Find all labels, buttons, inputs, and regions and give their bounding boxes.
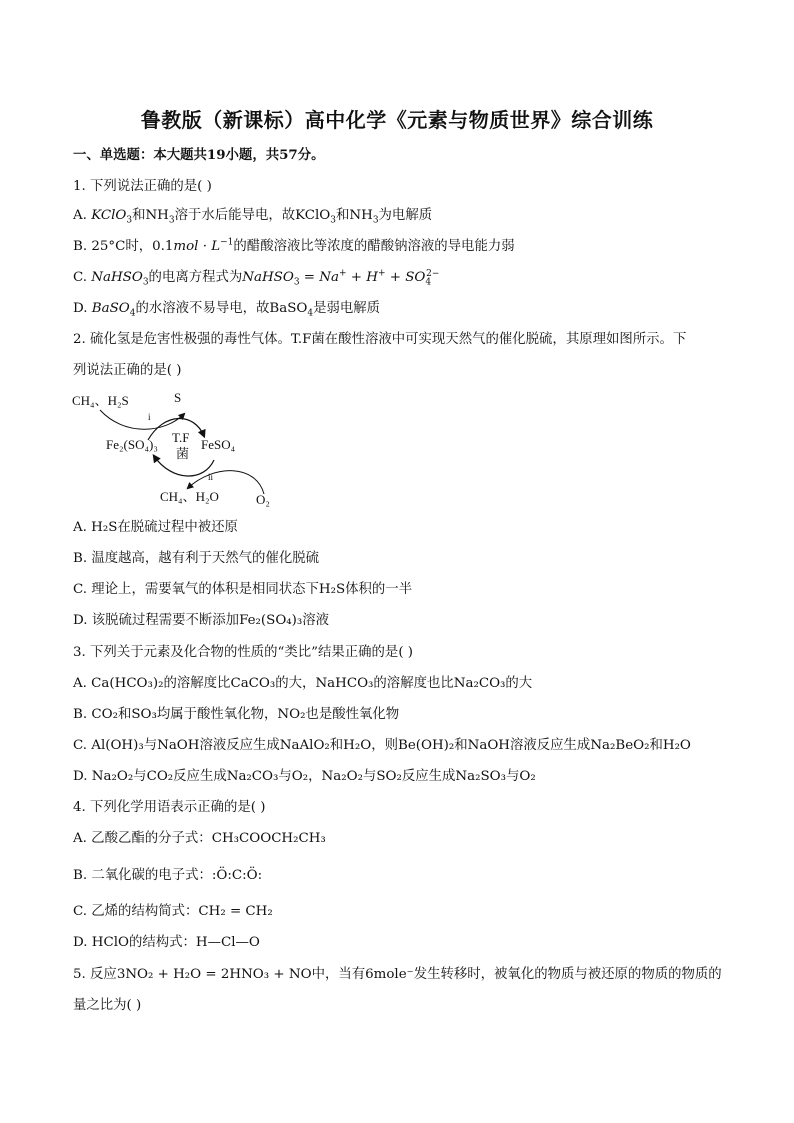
product-s: S — [174, 390, 182, 405]
q1-option-a: A. KClO$_3$和$NH_3$溶于水后能导电，故KClO$_3$和$NH_3$为电解质 — [73, 208, 433, 226]
q1-stem: 1. 下列说法正确的是( ) — [73, 179, 212, 194]
desulfurization-cycle-diagram — [64, 384, 294, 510]
q2-option-c: C. 理论上，需要氧气的体积是相同状态下H₂S体积的一半 — [73, 582, 413, 597]
q5-stem-line1: 5. 反应3NO₂ + H₂O = 2HNO₃ + NO中，当有6mole⁻发生转移时，被氧化的物质与被还原的物质的物质的 — [73, 967, 722, 982]
q3-option-c: C. Al(OH)₃与NaOH溶液反应生成NaAlO₂和H₂O，则Be(OH)₂和NaOH溶液反应生成Na₂BeO₂和H₂O — [73, 738, 691, 753]
q4-stem: 4. 下列化学用语表示正确的是( ) — [73, 800, 266, 815]
step-ii-label: ii — [208, 472, 214, 482]
q2-option-b: B. 温度越高，越有利于天然气的催化脱硫 — [73, 551, 319, 566]
q2-option-d: D. 该脱硫过程需要不断添加Fe₂(SO₄)₃溶液 — [73, 613, 330, 628]
q3-option-a: A. Ca(HCO₃)₂的溶解度比CaCO₃的大，NaHCO₃的溶解度也比Na₂CO₃的大 — [73, 676, 533, 691]
reactant-o2: O₂ — [256, 492, 270, 507]
q4-option-b: B. 二氧化碳的电子式：:Ö:C:Ö: — [73, 868, 263, 883]
step-i-label: i — [148, 412, 151, 422]
q3-option-b: B. CO₂和SO₃均属于酸性氧化物，NO₂也是酸性氧化物 — [73, 707, 400, 722]
fe2so43-label: Fe₂(SO₄)₃ — [106, 437, 158, 452]
q1-option-c: C. NaHSO$_3$的电离方程式为NaHSO$_3$ = $Na^+ + H^+ + SO_4^{2-}$ — [73, 268, 440, 288]
q1-option-b: B. 25°C时，$0.1mol \cdot L^{-1}$的醋酸溶液比等浓度的醋酸钠溶液的导电能力弱 — [73, 237, 515, 254]
q2-option-a: A. H₂S在脱硫过程中被还原 — [73, 520, 238, 535]
q3-option-d: D. Na₂O₂与CO₂反应生成Na₂CO₃与O₂，Na₂O₂与SO₂反应生成Na₂SO₃与O₂ — [73, 769, 536, 784]
center-tf-label: T.F — [172, 430, 190, 445]
co2-lewis-formula: :Ö:C:Ö: — [211, 868, 263, 883]
q2-stem-line1: 2. 硫化氢是危害性极强的毒性气体。T.F菌在酸性溶液中可实现天然气的催化脱硫，其原理如图所示。下 — [73, 332, 687, 347]
center-bacteria-label: 菌 — [176, 446, 190, 461]
reactant-ch4-h2s: CH₄、H₂S — [72, 393, 129, 408]
q4-option-a: A. 乙酸乙酯的分子式：CH₃COOCH₂CH₃ — [73, 831, 326, 846]
q5-stem-line2: 量之比为( ) — [73, 998, 142, 1013]
q4-option-d: D. HClO的结构式：H—Cl—O — [73, 935, 260, 950]
product-ch4-h2o: CH₄、H₂O — [160, 489, 219, 504]
q4-option-c: C. 乙烯的结构简式：CH₂ = CH₂ — [73, 904, 273, 919]
q3-stem: 3. 下列关于元素及化合物的性质的“类比”结果正确的是( ) — [73, 645, 414, 660]
feso4-label: FeSO₄ — [201, 437, 236, 452]
section-heading: 一、单选题：本大题共19小题，共57分。 — [73, 147, 325, 163]
q2-stem-line2: 列说法正确的是( ) — [73, 363, 182, 378]
q1-option-d: D. BaSO$_4$的水溶液不易导电，故BaSO$_4$是弱电解质 — [73, 301, 381, 319]
page-title: 鲁教版（新课标）高中化学《元素与物质世界》综合训练 — [140, 108, 654, 132]
